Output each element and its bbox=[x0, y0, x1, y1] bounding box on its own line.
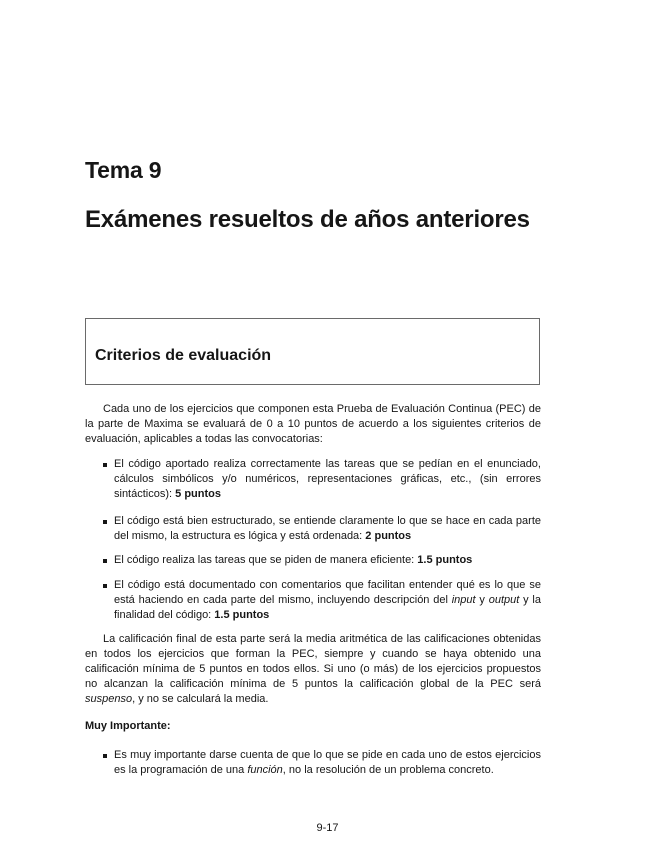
bullet-square-icon bbox=[103, 754, 107, 758]
italic-text: suspenso bbox=[85, 693, 133, 705]
important-list bbox=[85, 748, 541, 790]
text-run: El código aportado realiza correctamente las tareas que se pedían en el enunciado, cálculos simbólicos y/o numéricos, representaciones gráficas, etc., (sin errores sintácticos): bbox=[114, 458, 541, 500]
text-run: , y no se calculará la media. bbox=[132, 693, 269, 705]
page-number: 9-17 bbox=[316, 822, 339, 834]
criteria-item bbox=[85, 553, 541, 568]
chapter-label: Tema 9 bbox=[85, 157, 162, 183]
chapter-title: Exámenes resueltos de años anteriores bbox=[85, 206, 530, 233]
bold-text: 1.5 puntos bbox=[417, 554, 473, 566]
italic-text: input bbox=[451, 594, 476, 606]
criteria-box bbox=[85, 318, 540, 385]
text-run: El código está documentado con comentarios que facilitan entender qué es lo que se está haciendo en cada parte del mismo, incluyendo descripción del bbox=[114, 579, 541, 606]
criteria-item bbox=[85, 457, 541, 502]
criteria-item bbox=[85, 514, 541, 544]
bold-text: 5 puntos bbox=[175, 488, 221, 500]
text-run: El código está bien estructurado, se entiende claramente lo que se hace en cada parte del mismo, la estructura es lógica y está ordenada: bbox=[114, 515, 541, 542]
bold-text: 1.5 puntos bbox=[214, 609, 270, 621]
important-heading: Muy Importante: bbox=[85, 720, 171, 732]
criteria-item-text bbox=[114, 579, 541, 621]
criteria-item-text bbox=[114, 554, 472, 566]
text-run: La calificación final de esta parte será la media aritmética de las calificaciones obtenidas en todos los ejercicios que forman la PEC, siempre y cuando se haya obtenido una calificación mínima de 5 puntos en todos ellos. Si uno (o más) de los ejercicios propuestos no alcanzan la calificación mínima de 5 puntos la calificación global de la PEC será bbox=[85, 633, 541, 690]
bold-text: 2 puntos bbox=[365, 530, 412, 542]
text-run: Es muy importante darse cuenta de que lo que se pide en cada uno de estos ejercicios es la programación de una bbox=[114, 749, 541, 776]
text-run: y bbox=[475, 594, 489, 606]
criteria-item bbox=[85, 578, 541, 623]
intro-text: Cada uno de los ejercicios que componen esta Prueba de Evaluación Continua (PEC) de la parte de Maxima se evaluará de 0 a 10 puntos de acuerdo a los siguientes criterios de evaluación, aplicables a todas las convocatorias: bbox=[85, 403, 541, 445]
italic-text: output bbox=[488, 594, 520, 606]
final-grade-paragraph bbox=[85, 632, 541, 707]
text-run: El código realiza las tareas que se piden de manera eficiente: bbox=[114, 554, 418, 566]
bullet-square-icon bbox=[103, 584, 107, 588]
important-item bbox=[85, 748, 541, 778]
criteria-list bbox=[85, 457, 541, 635]
important-item-text bbox=[114, 749, 541, 776]
text-run: y la finalidad del código: bbox=[114, 594, 541, 621]
final-grade-text bbox=[85, 632, 541, 707]
criteria-item-text bbox=[114, 458, 541, 500]
criteria-box-title: Criterios de evaluación bbox=[95, 347, 272, 364]
bullet-square-icon bbox=[103, 463, 107, 467]
bullet-square-icon bbox=[103, 559, 107, 563]
criteria-item-text bbox=[114, 515, 541, 542]
intro-paragraph bbox=[85, 402, 541, 447]
italic-text: función bbox=[247, 764, 283, 776]
text-run: , no la resolución de un problema concreto. bbox=[282, 764, 494, 776]
bullet-square-icon bbox=[103, 520, 107, 524]
